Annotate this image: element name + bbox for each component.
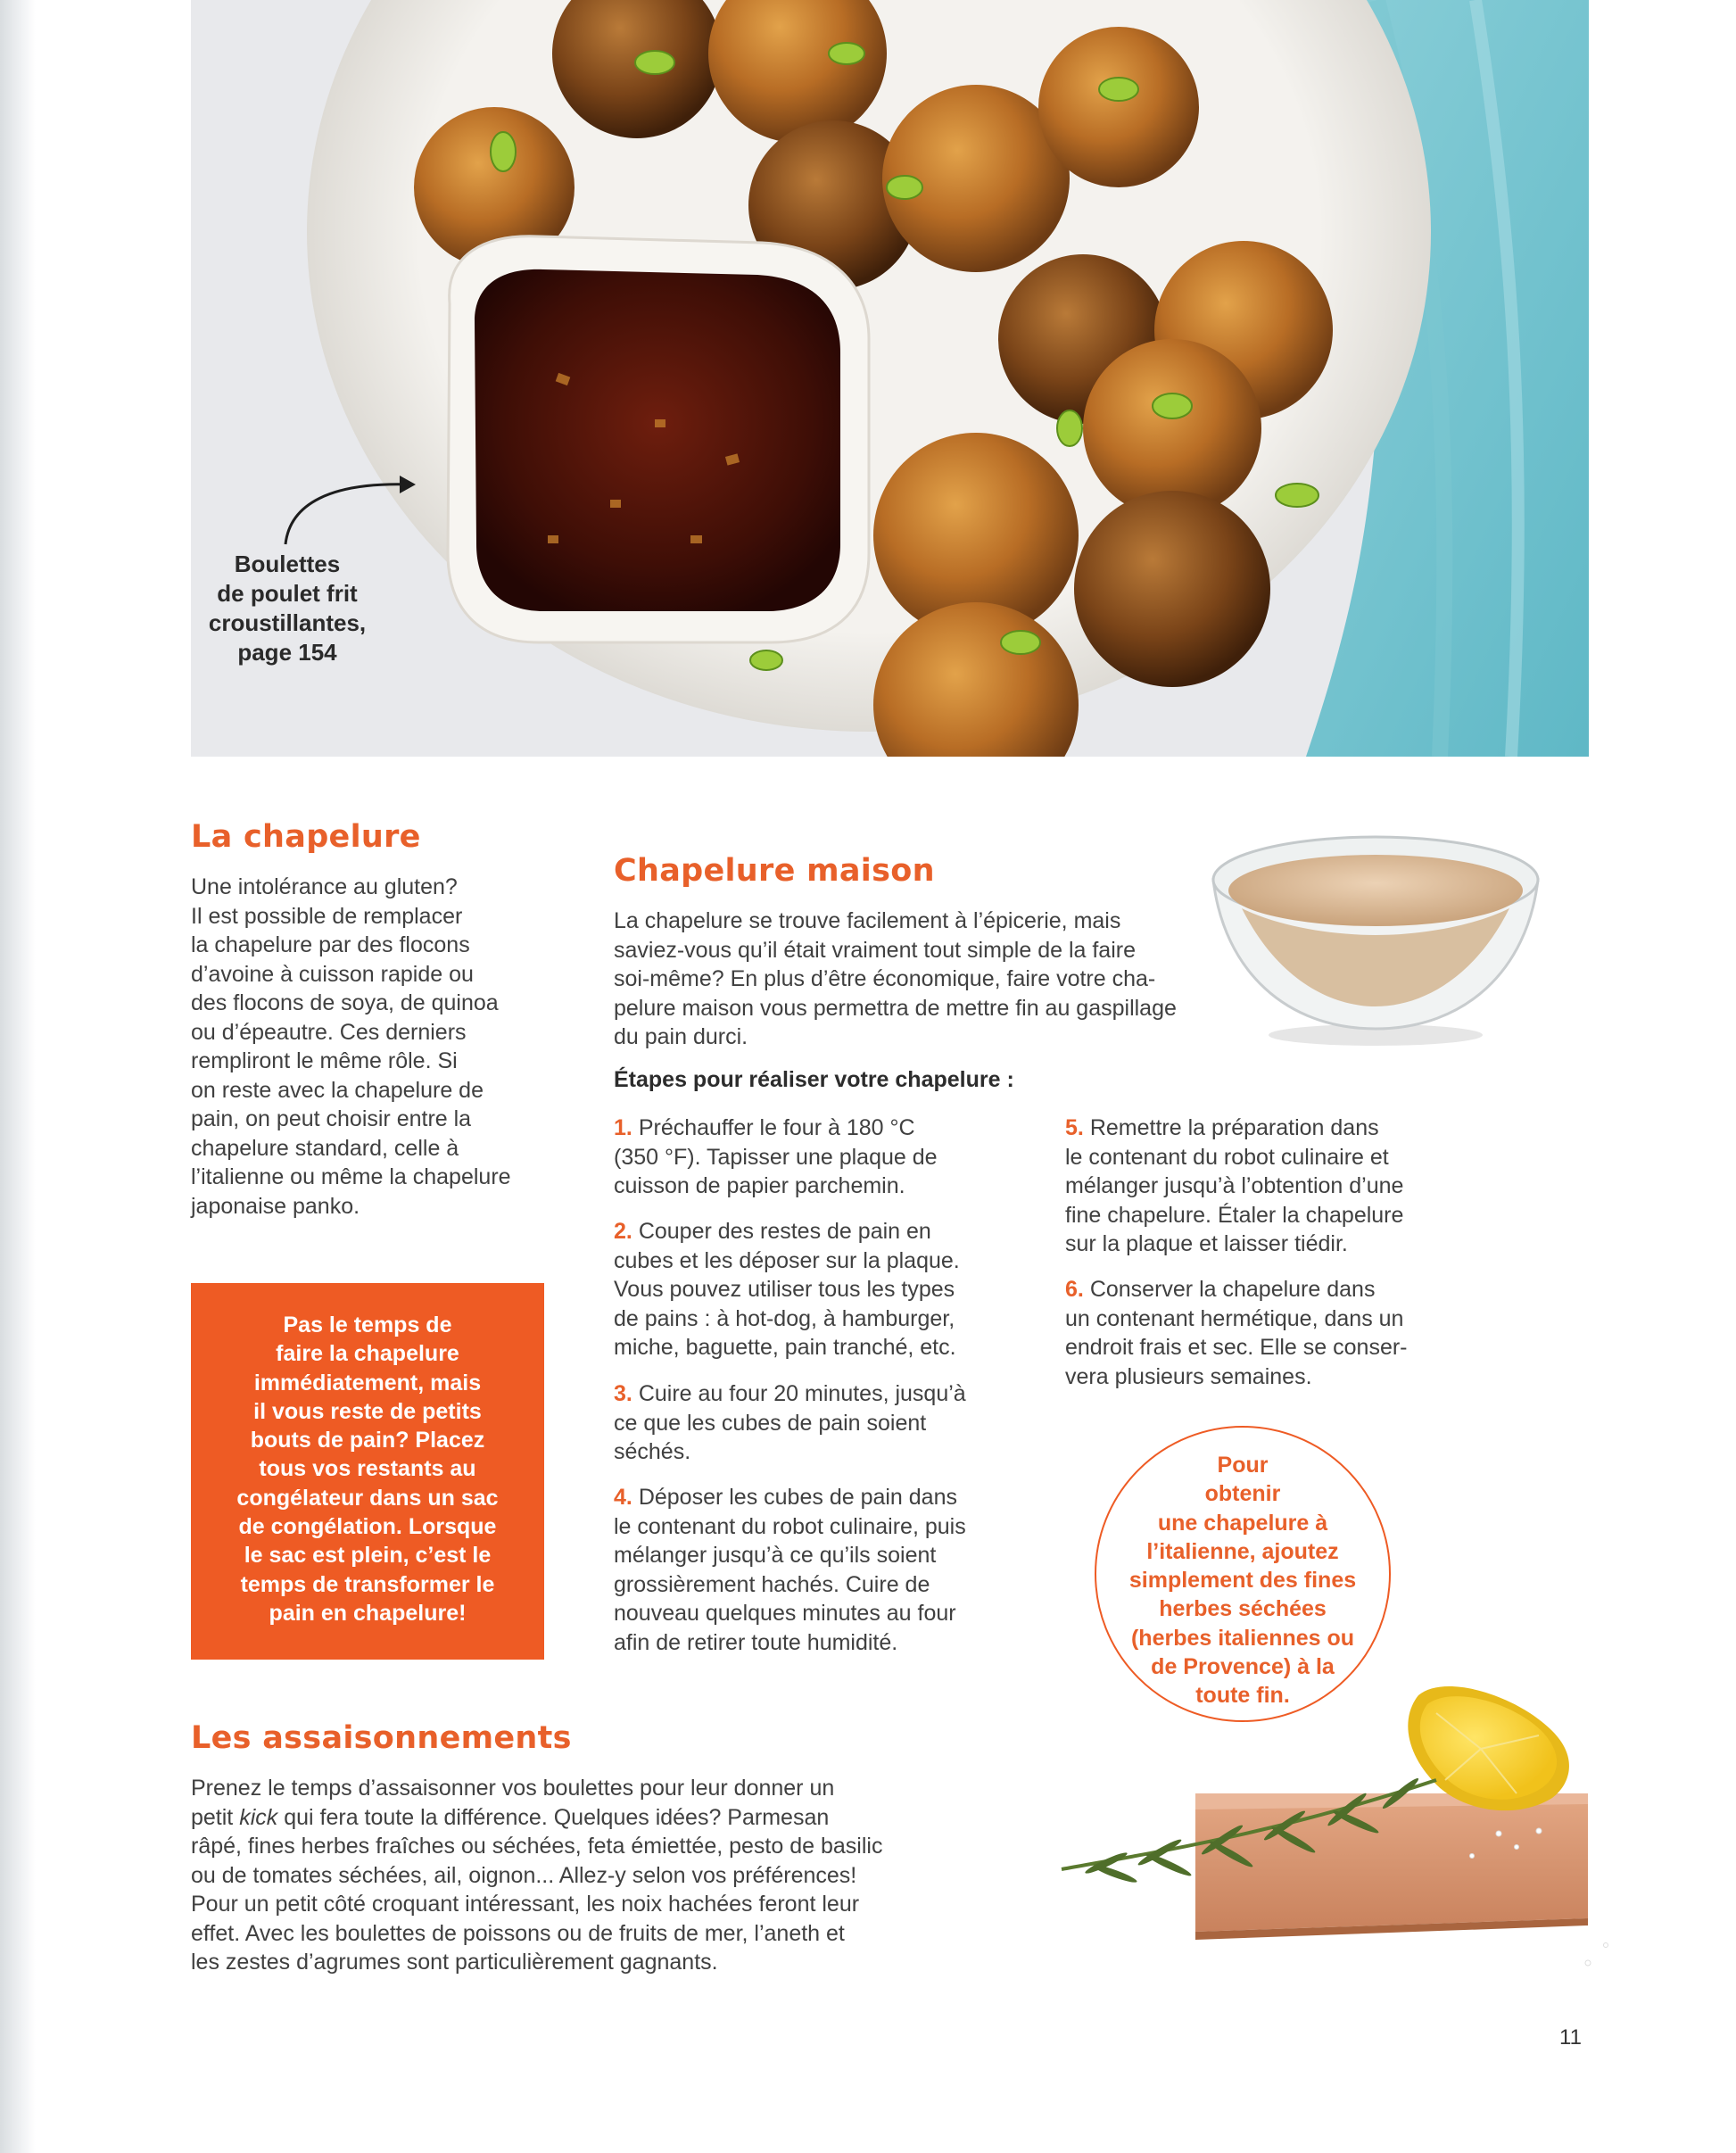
maison-title: Chapelure maison bbox=[614, 853, 935, 889]
tip-line: pain en chapelure! bbox=[269, 1600, 467, 1626]
text-line: des flocons de soya, de quinoa bbox=[191, 990, 499, 1015]
text-line: La chapelure se trouve facilement à l’épicerie, mais bbox=[614, 908, 1121, 933]
caption-line: de poulet frit bbox=[217, 580, 358, 607]
text-line: pain, on peut choisir entre la bbox=[191, 1106, 472, 1131]
maison-intro bbox=[614, 907, 1256, 1052]
text-line: rempliront le même rôle. Si bbox=[191, 1048, 458, 1073]
step-line bbox=[1065, 1275, 1458, 1304]
step-3 bbox=[614, 1379, 1006, 1467]
tip-line: immédiatement, mais bbox=[253, 1370, 482, 1395]
step-line: cuisson de papier parchemin. bbox=[614, 1173, 905, 1198]
step-line: ce que les cubes de pain soient bbox=[614, 1410, 927, 1436]
italienne-tip-text bbox=[1106, 1451, 1379, 1710]
step-text: Couper des restes de pain en bbox=[638, 1219, 931, 1244]
step-line: endroit frais et sec. Elle se conser- bbox=[1065, 1335, 1408, 1360]
tip-line: toute fin. bbox=[1195, 1683, 1290, 1709]
step-line: afin de retirer toute humidité. bbox=[614, 1629, 898, 1655]
step-number: 5. bbox=[1065, 1115, 1084, 1140]
caption-arrow-icon bbox=[268, 468, 428, 549]
step-text: Remettre la préparation dans bbox=[1089, 1115, 1379, 1140]
text-line: d’avoine à cuisson rapide ou bbox=[191, 961, 474, 987]
text-span: petit bbox=[191, 1804, 240, 1830]
caption-line: page 154 bbox=[237, 639, 337, 666]
step-6 bbox=[1065, 1275, 1458, 1391]
caption-line: croustillantes, bbox=[208, 609, 367, 636]
step-line: fine chapelure. Étaler la chapelure bbox=[1065, 1202, 1404, 1228]
step-line bbox=[614, 1114, 1006, 1143]
text-line: ou de tomates séchées, ail, oignon... Allez-y selon vos préférences! bbox=[191, 1862, 857, 1888]
tip-line: simplement des fines bbox=[1128, 1568, 1357, 1594]
text-line: l’italienne ou même la chapelure bbox=[191, 1164, 511, 1189]
step-line bbox=[614, 1217, 1006, 1246]
text-line: saviez-vous qu’il était vraiment tout simple de la faire bbox=[614, 937, 1136, 963]
breadcrumb-bowl-image bbox=[1206, 828, 1545, 1051]
tip-line: une chapelure à bbox=[1157, 1510, 1328, 1536]
step-line: de pains : à hot-dog, à hamburger, bbox=[614, 1305, 955, 1331]
step-line: Vous pouvez utiliser tous les types bbox=[614, 1277, 955, 1302]
cutting-board-image bbox=[1053, 1677, 1641, 1999]
text-line: chapelure standard, celle à bbox=[191, 1135, 459, 1161]
assaisonnements-title: Les assaisonnements bbox=[191, 1720, 572, 1756]
step-line bbox=[614, 1379, 1006, 1409]
text-line: la chapelure par des flocons bbox=[191, 932, 470, 957]
step-line bbox=[1065, 1114, 1458, 1143]
tip-line: herbes séchées bbox=[1159, 1596, 1327, 1622]
chapelure-text bbox=[191, 873, 566, 1221]
step-2 bbox=[614, 1217, 1006, 1362]
text-line: du pain durci. bbox=[614, 1024, 748, 1049]
text-line: effet. Avec les boulettes de poissons ou de fruits de mer, l’aneth et bbox=[191, 1920, 845, 1946]
tip-box bbox=[191, 1283, 544, 1660]
text-line: soi-même? En plus d’être économique, faire votre cha- bbox=[614, 966, 1156, 991]
text-line: Prenez le temps d’assaisonner vos boulettes pour leur donner un bbox=[191, 1776, 835, 1801]
chapelure-title: La chapelure bbox=[191, 819, 421, 855]
step-text: Conserver la chapelure dans bbox=[1089, 1277, 1376, 1302]
tip-line: (herbes italiennes ou bbox=[1130, 1625, 1355, 1651]
step-number: 2. bbox=[614, 1219, 632, 1244]
page-spine-shadow bbox=[0, 0, 36, 2153]
step-number: 1. bbox=[614, 1115, 632, 1140]
text-line: Il est possible de remplacer bbox=[191, 903, 463, 929]
step-line: le contenant du robot culinaire et bbox=[1065, 1144, 1389, 1170]
step-line: cubes et les déposer sur la plaque. bbox=[614, 1247, 960, 1273]
step-line: mélanger jusqu’à ce qu’ils soient bbox=[614, 1543, 937, 1568]
step-text: Déposer les cubes de pain dans bbox=[638, 1485, 957, 1510]
step-line: un contenant hermétique, dans un bbox=[1065, 1305, 1404, 1331]
tip-line: tous vos restants au bbox=[259, 1456, 476, 1482]
step-number: 6. bbox=[1065, 1277, 1084, 1302]
tip-line: de congélation. Lorsque bbox=[238, 1514, 497, 1540]
text-line: on reste avec la chapelure de bbox=[191, 1077, 484, 1103]
text-line: japonaise panko. bbox=[191, 1193, 360, 1219]
step-text: Cuire au four 20 minutes, jusqu’à bbox=[638, 1381, 966, 1406]
text-emphasis: kick bbox=[239, 1804, 278, 1830]
tip-line: de Provence) à la bbox=[1151, 1654, 1335, 1680]
step-line: le contenant du robot culinaire, puis bbox=[614, 1513, 966, 1539]
text-line: pelure maison vous permettra de mettre fin au gaspillage bbox=[614, 995, 1177, 1021]
tip-line: l’italienne, ajoutez bbox=[1146, 1538, 1339, 1564]
tip-line: faire la chapelure bbox=[276, 1341, 459, 1367]
text-line: râpé, fines herbes fraîches ou séchées, feta émiettée, pesto de basilic bbox=[191, 1834, 883, 1859]
steps-heading: Étapes pour réaliser votre chapelure : bbox=[614, 1067, 1014, 1092]
step-line: nouveau quelques minutes au four bbox=[614, 1601, 956, 1626]
step-4 bbox=[614, 1483, 1006, 1657]
step-line: sur la plaque et laisser tiédir. bbox=[1065, 1231, 1348, 1256]
step-line: grossièrement hachés. Cuire de bbox=[614, 1571, 930, 1597]
step-line: miche, baguette, pain tranché, etc. bbox=[614, 1335, 956, 1360]
text-line: ou d’épeautre. Ces derniers bbox=[191, 1019, 467, 1045]
text-span: qui fera toute la différence. Quelques idées? Parmesan bbox=[277, 1804, 830, 1830]
step-line bbox=[614, 1483, 1006, 1512]
tip-line: temps de transformer le bbox=[240, 1571, 495, 1597]
tip-line: obtenir bbox=[1204, 1481, 1281, 1507]
caption-line: Boulettes bbox=[234, 551, 341, 577]
step-number: 3. bbox=[614, 1381, 632, 1406]
step-5 bbox=[1065, 1114, 1458, 1259]
step-line: (350 °F). Tapisser une plaque de bbox=[614, 1144, 938, 1170]
page-number: 11 bbox=[1559, 2025, 1582, 2049]
text-line bbox=[191, 1803, 994, 1833]
text-line: Une intolérance au gluten? bbox=[191, 874, 458, 899]
step-text: Préchauffer le four à 180 °C bbox=[638, 1115, 915, 1140]
tip-line: il vous reste de petits bbox=[253, 1398, 482, 1424]
step-line: séchés. bbox=[614, 1439, 691, 1464]
tip-line: congélateur dans un sac bbox=[236, 1485, 499, 1511]
step-1 bbox=[614, 1114, 1006, 1201]
assaisonnements-text bbox=[191, 1774, 994, 1977]
photo-caption bbox=[198, 550, 376, 667]
text-line: les zestes d’agrumes sont particulièrement gagnants. bbox=[191, 1950, 718, 1975]
hero-photo bbox=[191, 0, 1589, 757]
tip-line: le sac est plein, c’est le bbox=[244, 1543, 492, 1569]
tip-line: Pour bbox=[1217, 1453, 1269, 1478]
step-line: mélanger jusqu’à l’obtention d’une bbox=[1065, 1173, 1404, 1198]
tip-line: bouts de pain? Placez bbox=[250, 1428, 485, 1453]
tip-line: Pas le temps de bbox=[283, 1313, 452, 1337]
step-line: vera plusieurs semaines. bbox=[1065, 1363, 1312, 1389]
step-number: 4. bbox=[614, 1485, 632, 1510]
text-line: Pour un petit côté croquant intéressant, les noix hachées feront leur bbox=[191, 1892, 860, 1917]
